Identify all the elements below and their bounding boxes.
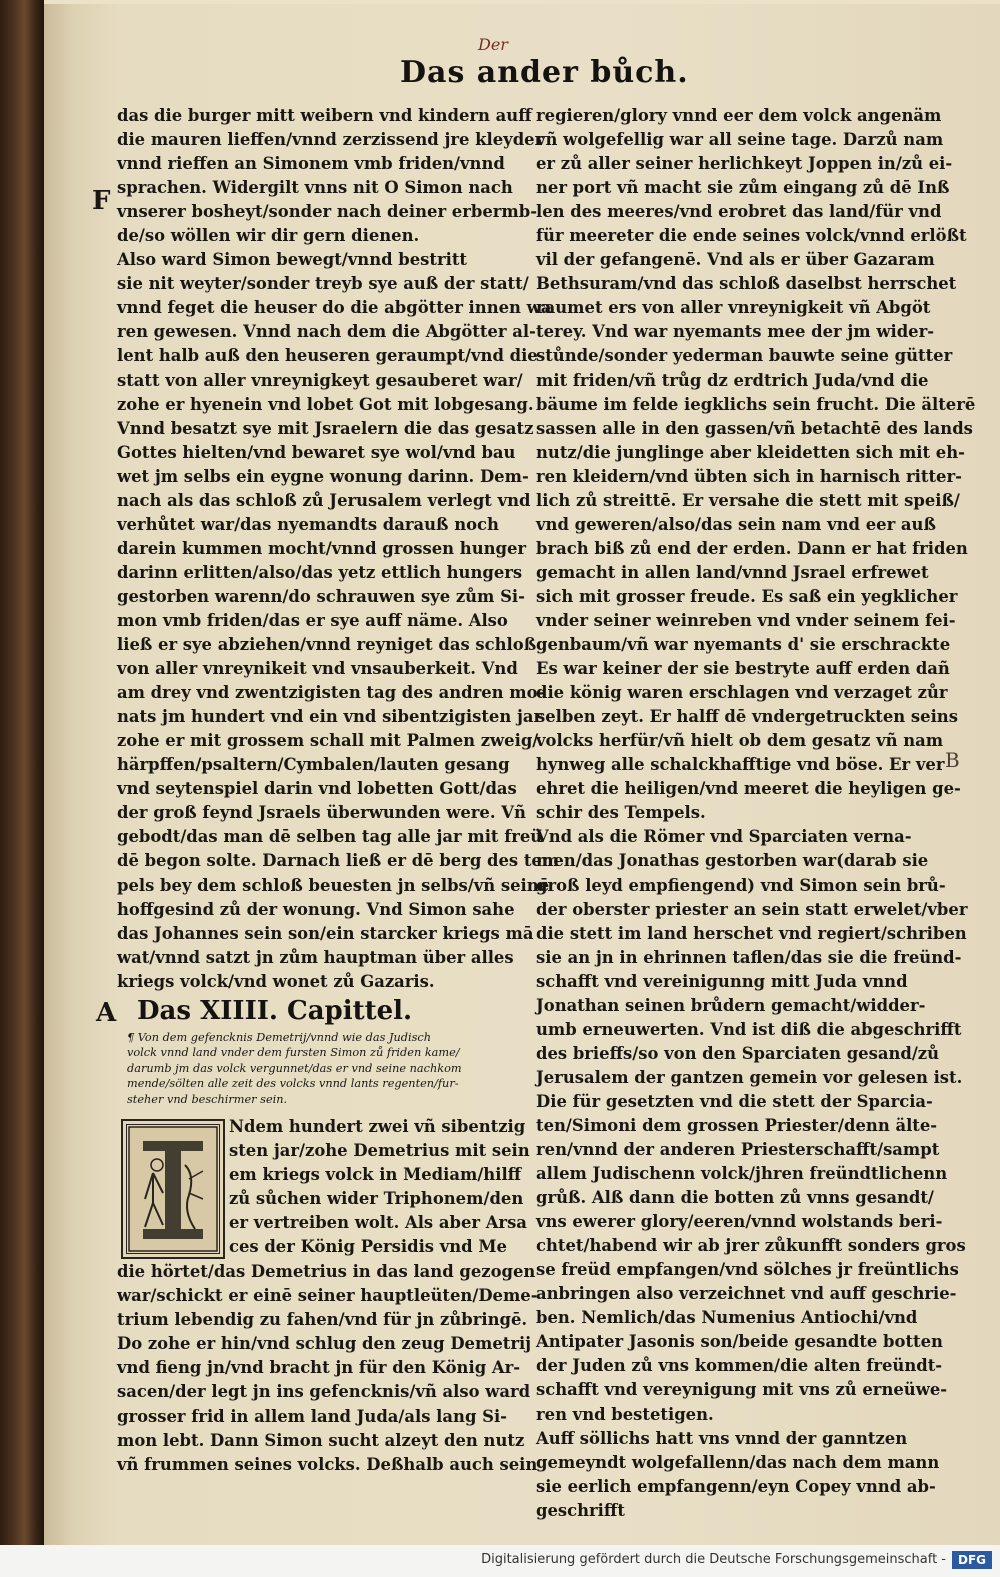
text-line: vil der gefangenē. Vnd als er über Gazaram: [536, 250, 935, 270]
text-line: grůß. Alß dann die botten zů vnns gesandt/: [536, 1188, 934, 1208]
text-line: härpffen/psaltern/Cymbalen/lauten gesang: [117, 755, 510, 775]
text-line: mon vmb friden/das er sye auff näme. Also: [117, 610, 508, 630]
text-line: volcks herfür/vñ hielt ob dem gesatz vñ nam: [536, 731, 944, 751]
text-line: kriegs volck/vnd wonet zů Gazaris.: [117, 971, 435, 991]
text-line: ner port vñ macht sie zům eingang zů dē Inß: [536, 178, 950, 198]
text-line: vñ wolgefellig war all seine tage. Darzů nam: [536, 130, 944, 150]
initial-section: [117, 1115, 530, 1260]
text-line: ren/vnnd der anderen Priesterschafft/sampt: [536, 1140, 940, 1160]
summary-line: volck vnnd land vnder dem fursten Simon zů friden kame/: [127, 1046, 460, 1060]
text-line: Ndem hundert zwei vñ sibentzig: [229, 1117, 526, 1137]
text-line: ehret die heiligen/vnd meeret die heyligen ge-: [536, 779, 961, 799]
left-text-top: [117, 104, 560, 994]
text-line: em kriegs volck in Mediam/hilff: [229, 1165, 522, 1185]
text-line: ten/Simoni dem grossen Priester/denn älte-: [536, 1115, 938, 1135]
text-line: vnd fieng jn/vnd bracht jn für den König Ar-: [117, 1358, 521, 1378]
text-line: chtet/habend wir ab jrer zůkunfft sonders gros: [536, 1236, 966, 1256]
text-line: die mauren lieffen/vnnd zerzissend jre kleyder: [117, 130, 544, 150]
text-line: raumet ers von aller vnreynigkeit vñ Abgöt: [536, 298, 931, 318]
text-line: verhůtet war/das nyemandts darauß noch: [117, 514, 499, 534]
text-line: ces der König Persidis vnd Me: [229, 1237, 507, 1257]
text-line: ließ er sye abziehen/vnnd reyniget das schloß: [117, 635, 537, 655]
text-line: zohe er mit grossem schall mit Palmen zweig/: [117, 731, 539, 751]
text-line: Do zohe er hin/vnd schlug den zeug Demetrij: [117, 1334, 532, 1354]
left-text-bottom: [117, 1260, 538, 1476]
text-line: sten jar/zohe Demetrius mit sein: [229, 1141, 530, 1161]
summary-line: mende/sölten alle zeit des volcks vnnd lants regenten/fur-: [127, 1077, 459, 1091]
text-line: ben. Nemlich/das Numenius Antiochi/vnd: [536, 1308, 918, 1328]
text-line: des brieffs/so von den Sparciaten gesand/zů: [536, 1043, 940, 1063]
text-line: die hörtet/das Demetrius in das land gezogen: [117, 1262, 536, 1282]
text-line: terey. Vnd war nyemants mee der jm wider-: [536, 322, 935, 342]
text-line: zů sůchen wider Triphonem/den: [229, 1189, 524, 1209]
text-line: zohe er hyenein vnd lobet Got mit lobgesang.: [117, 394, 534, 414]
text-line: vñ frummen seines volcks. Deßhalb auch sein: [117, 1454, 538, 1474]
text-line: Also ward Simon bewegt/vnnd bestritt: [117, 250, 467, 270]
text-line: die könig waren erschlagen vnd verzaget zůr: [536, 683, 948, 703]
text-line: allem Judischenn volck/jhren freündtlichenn: [536, 1164, 948, 1184]
funding-credit: Digitalisierung gefördert durch die Deutsche Forschungsgemeinschaft -: [481, 1552, 946, 1567]
summary-line: steher vnd beschirmer sein.: [127, 1092, 288, 1106]
text-line: schafft vnd vereinigunng mitt Juda vnnd: [536, 971, 908, 991]
text-line: Jerusalem der gantzen gemein vor gelesen ist.: [536, 1067, 963, 1087]
text-line: vnd geweren/also/das sein nam vnd eer auß: [536, 514, 936, 534]
text-line: vnnd feget die heuser do die abgötter innen wa: [117, 298, 552, 318]
chapter-title: Das XIIII. Capittel.: [137, 995, 413, 1026]
text-line: Antipater Jasonis son/beide gesandte botten: [536, 1332, 943, 1352]
text-line: hoffgesind zů der wonung. Vnd Simon sahe: [117, 899, 515, 919]
text-line: sich mit grosser freude. Es saß ein yegklicher: [536, 586, 958, 606]
text-line: nach als das schloß zů Jerusalem verlegt vnd: [117, 490, 531, 510]
text-line: gebodt/das man dē selben tag alle jar mit freü: [117, 827, 543, 847]
text-line: von aller vnreynikeit vnd vnsauberkeit. Vnd: [117, 659, 518, 679]
text-line: Vnnd besatzt sye mit Jsraelern die das gesatz: [117, 418, 534, 438]
text-line: am drey vnd zwentzigisten tag des andren mo-: [117, 683, 545, 703]
handwritten-note: Der: [478, 35, 508, 54]
text-line: genbaum/vñ war nyemants d' sie erschrackte: [536, 635, 951, 655]
summary-line: ¶ Von dem gefencknis Demetrij/vnnd wie das Judisch: [127, 1030, 432, 1044]
text-line: trium lebendig zu fahen/vnd für jn zůbringē.: [117, 1310, 528, 1330]
text-line: ren gewesen. Vnnd nach dem die Abgötter al-: [117, 322, 536, 342]
text-line: umb erneuwerten. Vnd ist diß die abgeschrifft: [536, 1019, 962, 1039]
text-line: ren kleidern/vnd übten sich in harnisch ritter-: [536, 466, 962, 486]
text-line: der Juden zů vns kommen/die alten freündt-: [536, 1356, 943, 1376]
text-line: gemacht in allen land/vnnd Jsrael erfrewet: [536, 562, 929, 582]
text-line: geschrifft: [536, 1500, 625, 1520]
text-line: stůnde/sonder yederman bauwte seine gütter: [536, 346, 953, 366]
text-line: se freüd empfangen/vnd sölches jr freüntlichs: [536, 1260, 959, 1280]
text-line: hynweg alle schalckhafftige vnd böse. Er ver: [536, 755, 945, 775]
text-line: Auff söllichs hatt vns vnnd der ganntzen: [536, 1428, 908, 1448]
margin-letter-a: A: [96, 998, 117, 1028]
woodcut-initial-i: [121, 1119, 225, 1259]
text-line: Gottes hielten/vnd bewaret sye wol/vnd bau: [117, 442, 516, 462]
text-line: pels bey dem schloß beuesten jn selbs/vñ seinē: [117, 875, 550, 895]
text-line: vnder seiner weinreben vnd vnder seinem fei-: [536, 610, 956, 630]
chapter-summary: [117, 1030, 520, 1108]
text-line: schafft vnd vereynigung mit vns zů erneüwe-: [536, 1380, 948, 1400]
text-line: war/schickt er einē seiner hauptleüten/Deme-: [117, 1286, 538, 1306]
text-line: darein kummen mocht/vnnd grossen hunger: [117, 538, 527, 558]
text-line: len des meeres/vnd erobret das land/für vnd: [536, 202, 942, 222]
left-column: [117, 104, 560, 1477]
text-line: vnserer bosheyt/sonder nach deiner erbermb-: [117, 202, 537, 222]
text-line: mit friden/vñ trůg dz erdtrich Juda/vnd die: [536, 370, 929, 390]
text-line: er zů aller seiner herlichkeyt Joppen in/zů ei-: [536, 154, 953, 174]
text-line: sprachen. Widergilt vnns nit O Simon nach: [117, 178, 513, 198]
text-line: nutz/die junglinge aber kleidetten sich mit eh-: [536, 442, 965, 462]
text-line: groß leyd empfiengend) vnd Simon sein brů-: [536, 875, 946, 895]
text-line: regieren/glory vnnd eer dem volck angenäm: [536, 106, 942, 125]
text-line: selben zeyt. Er halff dē vndergetruckten seins: [536, 707, 958, 727]
text-line: vnnd rieffen an Simonem vmb friden/vnnd: [117, 154, 505, 174]
text-line: nats jm hundert vnd ein vnd sibentzigisten jar: [117, 707, 543, 727]
summary-line: darumb jm das volck vergunnet/das er vnd seine nachkom: [127, 1061, 462, 1075]
footer-bar: [0, 1545, 1000, 1577]
text-line: sie eerlich empfangenn/eyn Copey vnnd ab-: [536, 1476, 936, 1496]
text-line: ren vnd bestetigen.: [536, 1404, 714, 1424]
text-line: die stett im land herschet vnd regiert/schriben: [536, 923, 967, 943]
margin-letter-f: F: [92, 186, 111, 216]
text-line: sacen/der legt jn ins gefencknis/vñ also ward: [117, 1382, 531, 1402]
text-line: grosser frid in allem land Juda/als lang Si-: [117, 1406, 507, 1426]
text-line: wat/vnnd satzt jn zům hauptman über alles: [117, 947, 514, 967]
text-line: der oberster priester an sein statt erwelet/vber: [536, 899, 968, 919]
text-line: Es war keiner der sie bestryte auff erden dañ: [536, 659, 950, 679]
text-line: gemeyndt wolgefallenn/das nach dem mann: [536, 1452, 940, 1472]
text-line: Vnd als die Römer vnd Sparciaten verna-: [536, 827, 912, 847]
text-line: wet jm selbs ein eygne wonung darinn. Dem-: [117, 466, 529, 486]
text-line: Die für gesetzten vnd die stett der Sparcia-: [536, 1091, 933, 1111]
text-line: Bethsuram/vnd das schloß daselbst herrschet: [536, 274, 957, 294]
text-line: sie an jn in ehrinnen taflen/das sie die freünd-: [536, 947, 962, 967]
text-line: men/das Jonathas gestorben war(darab sie: [536, 851, 929, 871]
text-line: für meereter die ende seines volck/vnnd erlößt: [536, 226, 967, 246]
running-head: Das ander bůch.: [400, 55, 689, 90]
text-line: vnd seytenspiel darin vnd lobetten Gott/das: [117, 779, 517, 799]
text-line: gestorben warenn/do schrauwen sye zům Si-: [117, 586, 525, 606]
text-line: lent halb auß den heuseren geraumpt/vnd die: [117, 346, 538, 366]
text-line: de/so wöllen wir dir gern dienen.: [117, 226, 420, 246]
text-line: dē begon solte. Darnach ließ er dē berg des tem: [117, 851, 560, 871]
right-column: [536, 104, 976, 1523]
text-line: bäume im felde iegklichs sein frucht. Die älterē: [536, 394, 976, 414]
text-line: er vertreiben wolt. Als aber Arsa: [229, 1213, 527, 1233]
text-line: das Johannes sein son/ein starcker kriegs mā: [117, 923, 534, 943]
initial-paragraph: [229, 1115, 530, 1259]
book-binding: [0, 0, 44, 1545]
text-line: der groß feynd Jsraels überwunden were. Vñ: [117, 803, 526, 823]
text-line: statt von aller vnreynigkeyt gesauberet war/: [117, 370, 523, 390]
margin-letter-b: B: [945, 748, 960, 772]
text-line: darinn erlitten/also/das yetz ettlich hungers: [117, 562, 523, 582]
text-line: lich zů streittē. Er versahe die stett mit speiß/: [536, 490, 960, 510]
text-line: sassen alle in den gassen/vñ betachtē des lands: [536, 418, 973, 438]
text-line: mon lebt. Dann Simon sucht alzeyt den nutz: [117, 1430, 525, 1450]
text-line: anbringen also verzeichnet vnd auff geschrie-: [536, 1284, 957, 1304]
text-line: das die burger mitt weibern vnd kindern auff: [117, 106, 532, 125]
text-line: brach biß zů end der erden. Dann er hat friden: [536, 538, 968, 558]
text-line: schir des Tempels.: [536, 803, 706, 823]
text-line: Jonathan seinen brůdern gemacht/widder-: [536, 995, 926, 1015]
text-line: sie nit weyter/sonder treyb sye auß der statt/: [117, 274, 529, 294]
dfg-logo: DFG: [952, 1551, 992, 1569]
text-line: vns ewerer glory/eeren/vnnd wolstands beri-: [536, 1212, 943, 1232]
